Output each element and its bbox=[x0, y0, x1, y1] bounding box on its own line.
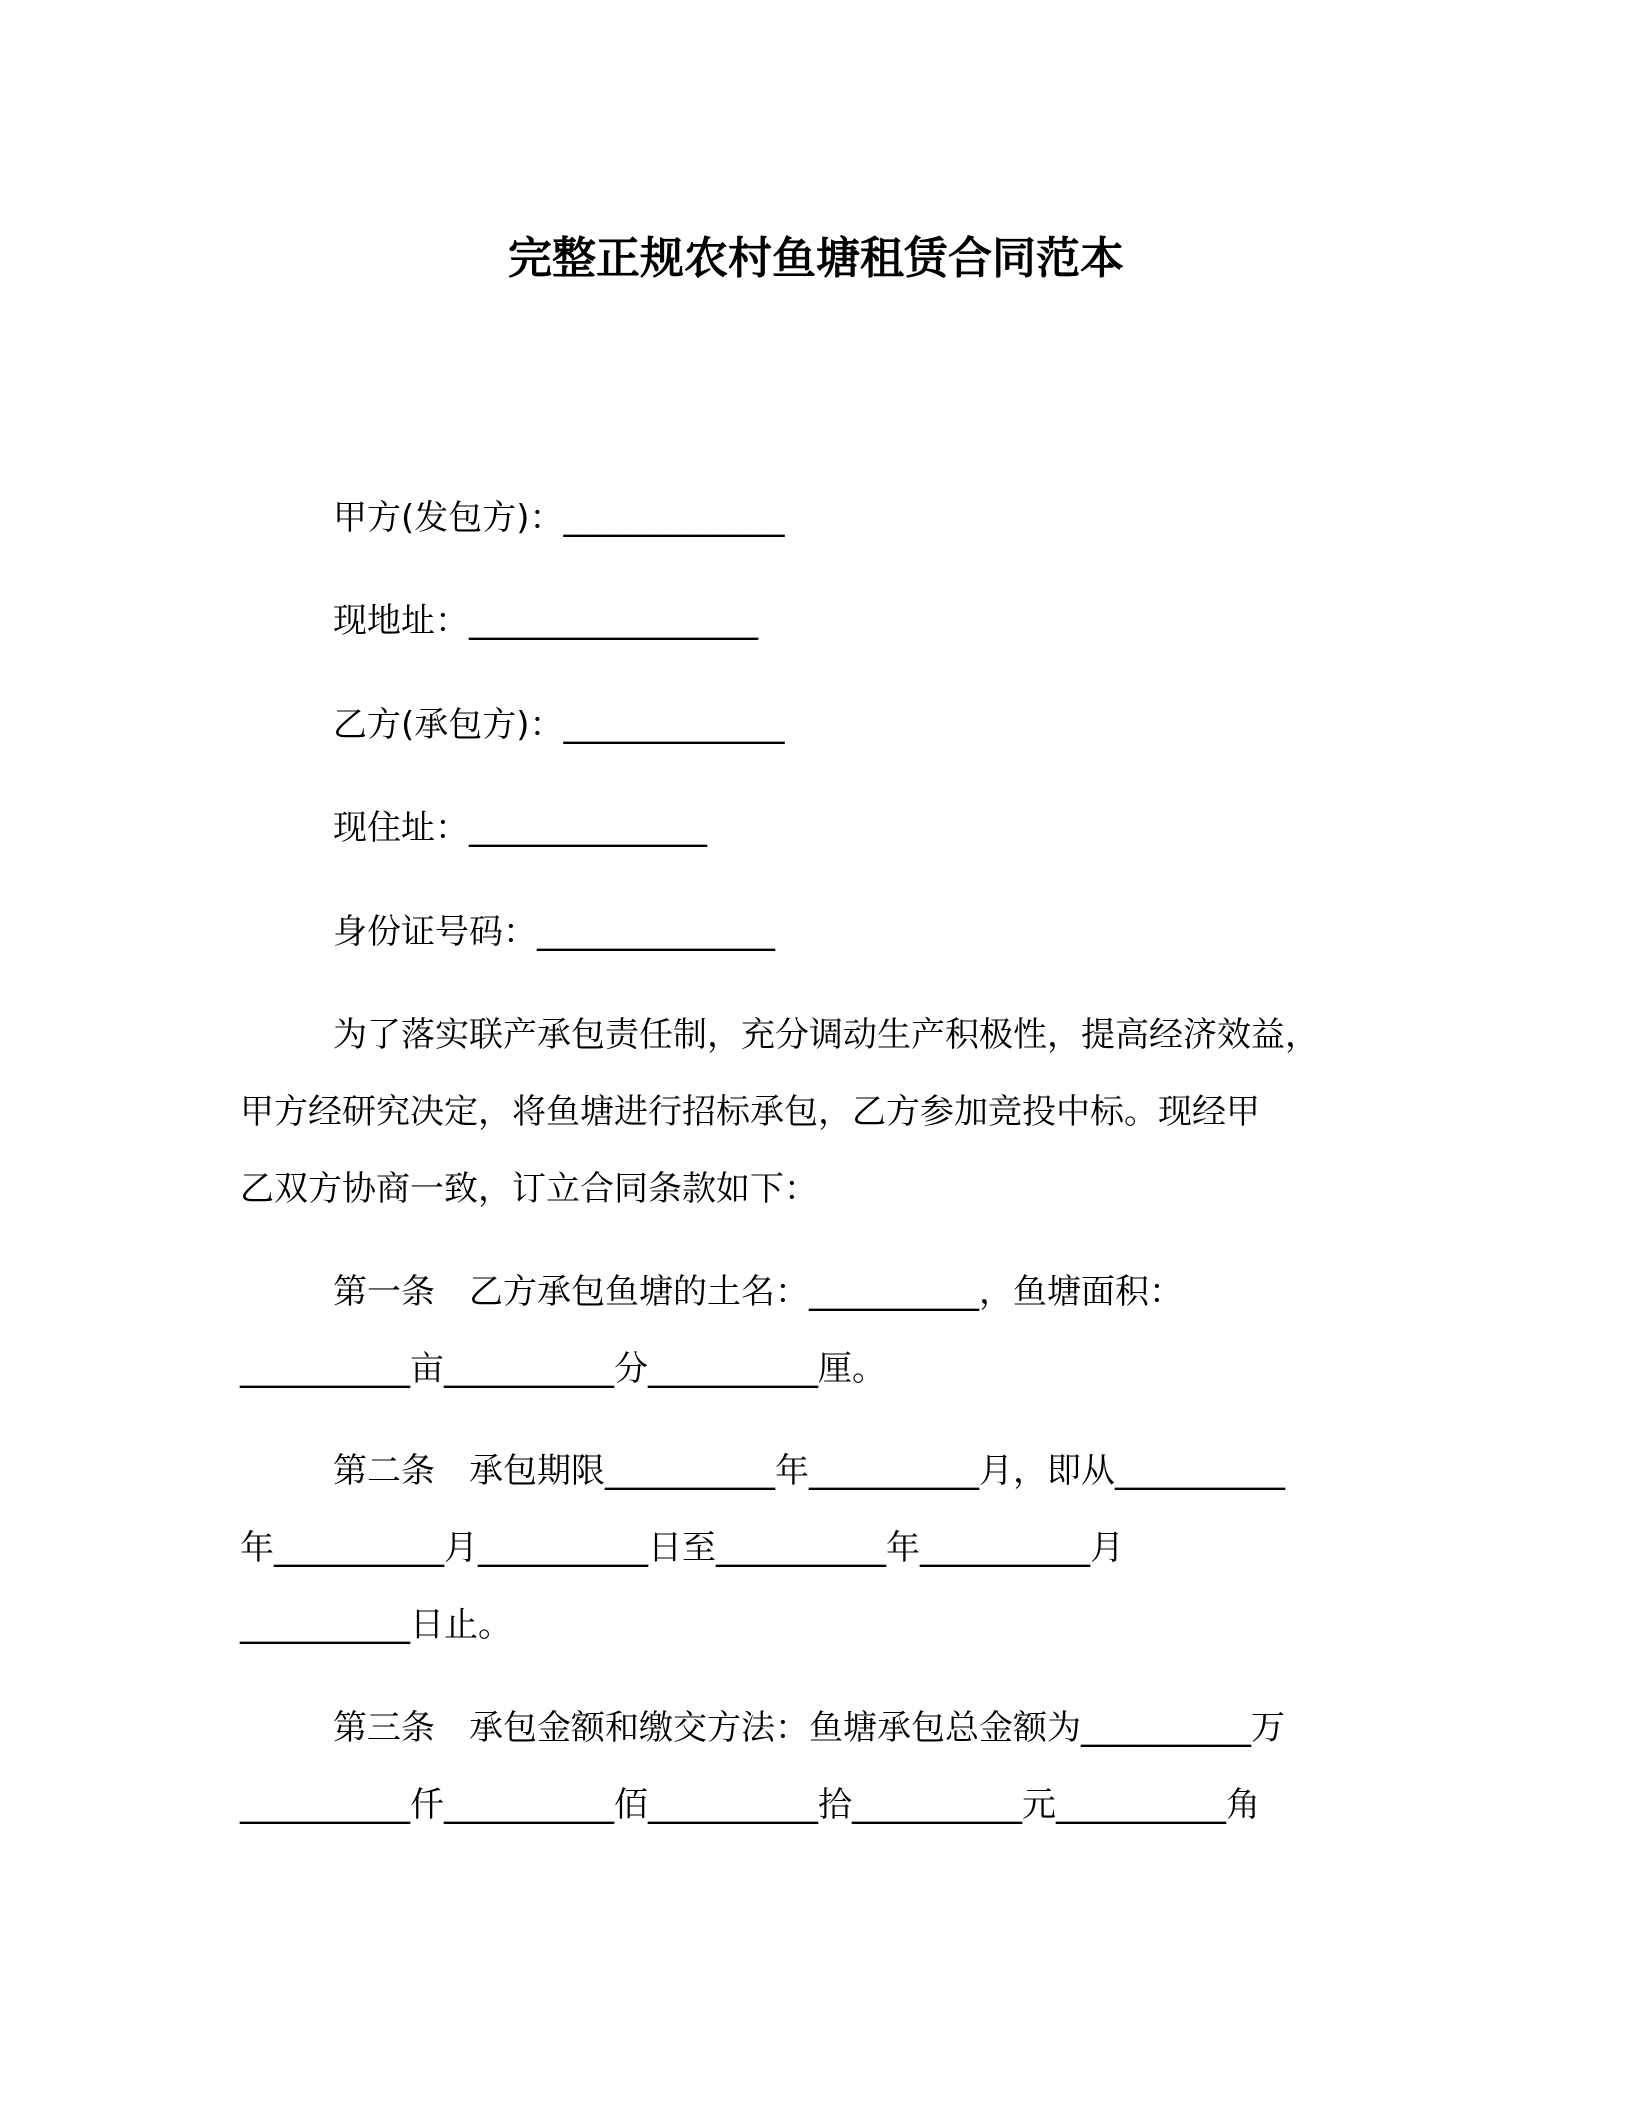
preamble-line: 甲方经研究决定，将鱼塘进行招标承包，乙方参加竞投中标。现经甲 bbox=[240, 1092, 1260, 1132]
party-a-address-field: 现地址：_________________ bbox=[333, 601, 758, 641]
document-title: 完整正规农村鱼塘租赁合同范本 bbox=[508, 233, 1124, 284]
preamble-line: 乙双方协商一致，订立合同条款如下： bbox=[240, 1169, 818, 1209]
article-3-line: 第三条 承包金额和缴交方法：鱼塘承包总金额为__________万 bbox=[333, 1708, 1285, 1748]
article-3-line: __________仟__________佰__________拾__________元__________角 bbox=[240, 1785, 1260, 1825]
party-a-field: 甲方(发包方)：_____________ bbox=[333, 498, 785, 538]
article-2-line: __________日止。 bbox=[240, 1605, 512, 1645]
article-1-line: 第一条 乙方承包鱼塘的土名：__________，鱼塘面积： bbox=[333, 1272, 1183, 1312]
preamble-line: 为了落实联产承包责任制，充分调动生产积极性，提高经济效益， bbox=[333, 1015, 1319, 1055]
id-number-field: 身份证号码：______________ bbox=[333, 912, 775, 952]
article-2-line: 年__________月__________日至__________年__________月 bbox=[240, 1528, 1124, 1568]
party-b-field: 乙方(承包方)：_____________ bbox=[333, 705, 785, 745]
article-1-line: __________亩__________分__________厘。 bbox=[240, 1349, 886, 1389]
article-2-line: 第二条 承包期限__________年__________月，即从__________ bbox=[333, 1451, 1285, 1491]
party-b-address-field: 现住址：______________ bbox=[333, 808, 707, 848]
